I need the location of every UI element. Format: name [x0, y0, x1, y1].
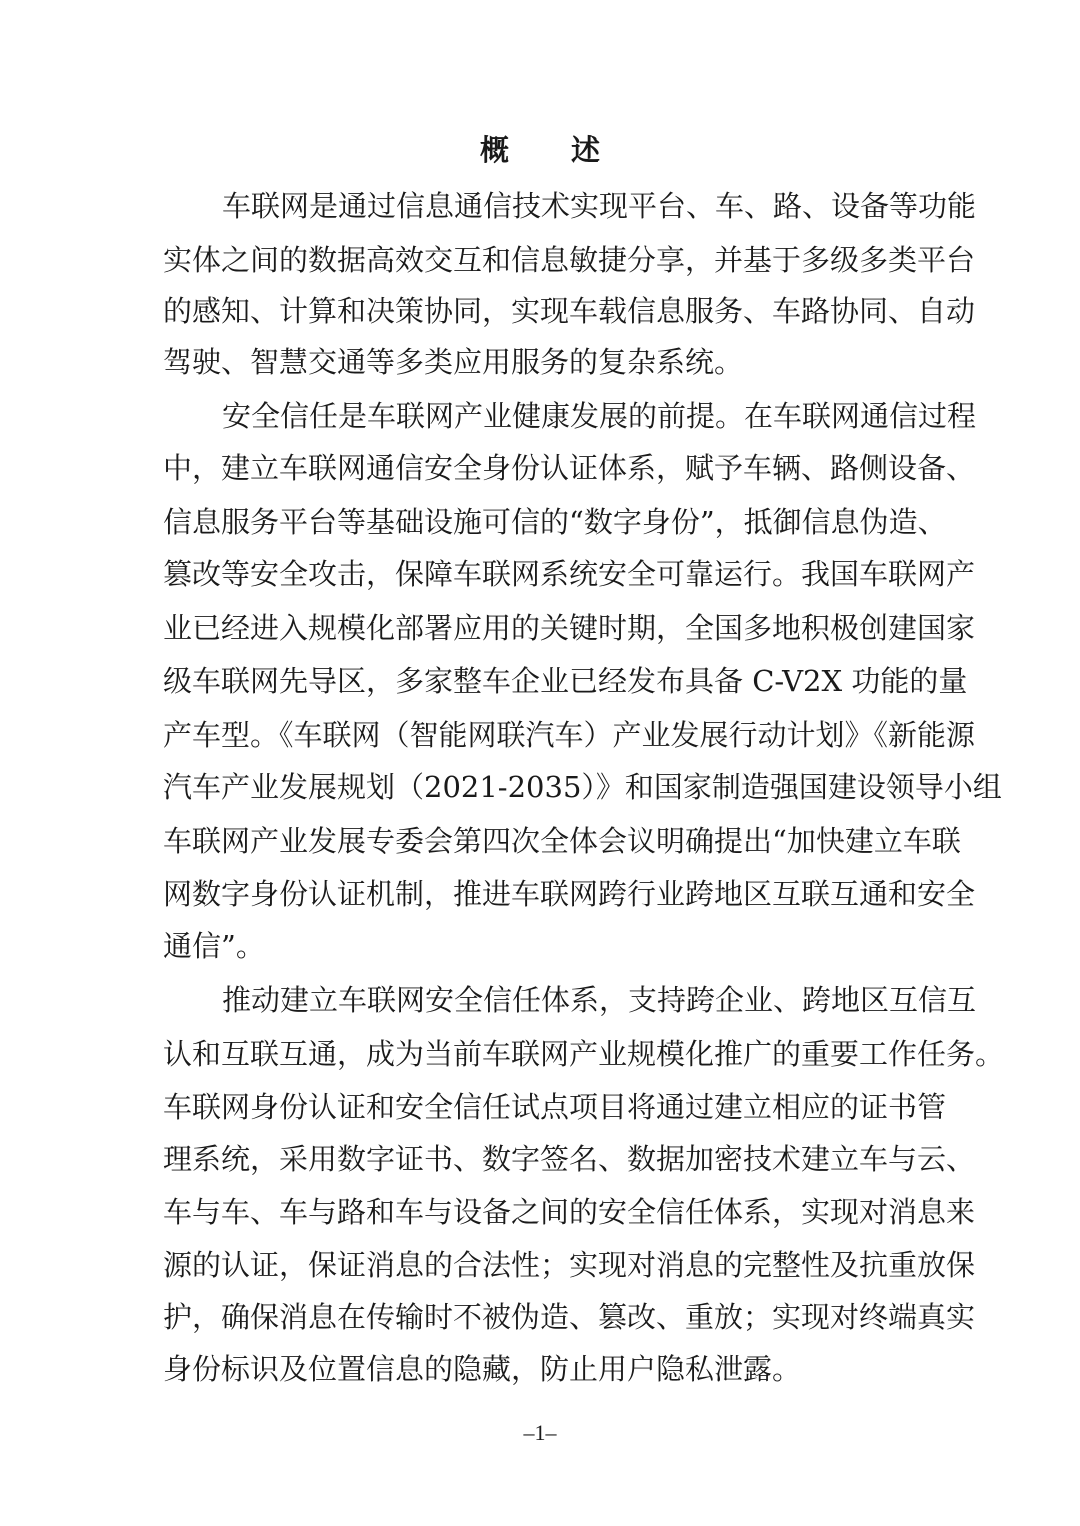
paragraph-line: 网数字身份认证机制，推进车联网跨行业跨地区互联互通和安全 [163, 877, 976, 911]
paragraph-line: 车与车、车与路和车与设备之间的安全信任体系，实现对消息来 [163, 1195, 976, 1229]
paragraph-line: 理系统，采用数字证书、数字签名、数据加密技术建立车与云、 [163, 1142, 976, 1176]
paragraph-line: 车联网是通过信息通信技术实现平台、车、路、设备等功能 [222, 189, 977, 223]
page-number: –1– [523, 1420, 557, 1445]
paragraph-line: 驾驶、智慧交通等多类应用服务的复杂系统。 [163, 345, 744, 379]
paragraph-line: 护，确保消息在传输时不被伪造、篡改、重放；实现对终端真实 [163, 1300, 976, 1334]
paragraph-line: 业已经进入规模化部署应用的关键时期，全国多地积极创建国家 [163, 611, 976, 645]
paragraph-line: 中，建立车联网通信安全身份认证体系，赋予车辆、路侧设备、 [163, 451, 976, 485]
paragraph-line: 认和互联互通，成为当前车联网产业规模化推广的重要工作任务。 [163, 1037, 1005, 1071]
paragraph-line: 车联网产业发展专委会第四次全体会议明确提出“加快建立车联 [163, 824, 961, 858]
paragraph-line: 通信”。 [163, 929, 265, 963]
paragraph-line: 级车联网先导区，多家整车企业已经发布具备 C-V2X 功能的量 [163, 664, 968, 698]
paragraph-line: 产车型。《车联网（智能网联汽车）产业发展行动计划》《新能源 [163, 718, 976, 752]
paragraph-line: 信息服务平台等基础设施可信的“数字身份”，抵御信息伪造、 [163, 505, 947, 539]
paragraph-line: 车联网身份认证和安全信任试点项目将通过建立相应的证书管 [163, 1090, 947, 1124]
paragraph-line: 实体之间的数据高效交互和信息敏捷分享，并基于多级多类平台 [163, 243, 976, 277]
paragraph-line: 推动建立车联网安全信任体系，支持跨企业、跨地区互信互 [222, 983, 977, 1017]
paragraph-line: 安全信任是车联网产业健康发展的前提。在车联网通信过程 [222, 399, 977, 433]
paragraph-line: 汽车产业发展规划（2021-2035）》和国家制造强国建设领导小组 [163, 770, 1002, 804]
paragraph-line: 身份标识及位置信息的隐藏，防止用户隐私泄露。 [163, 1352, 802, 1386]
paragraph-line: 源的认证，保证消息的合法性；实现对消息的完整性及抗重放保 [163, 1248, 976, 1282]
paragraph-line: 篡改等安全攻击，保障车联网系统安全可靠运行。我国车联网产 [163, 557, 976, 591]
page-title: 概 述 [479, 133, 627, 167]
paragraph-line: 的感知、计算和决策协同，实现车载信息服务、车路协同、自动 [163, 294, 976, 328]
